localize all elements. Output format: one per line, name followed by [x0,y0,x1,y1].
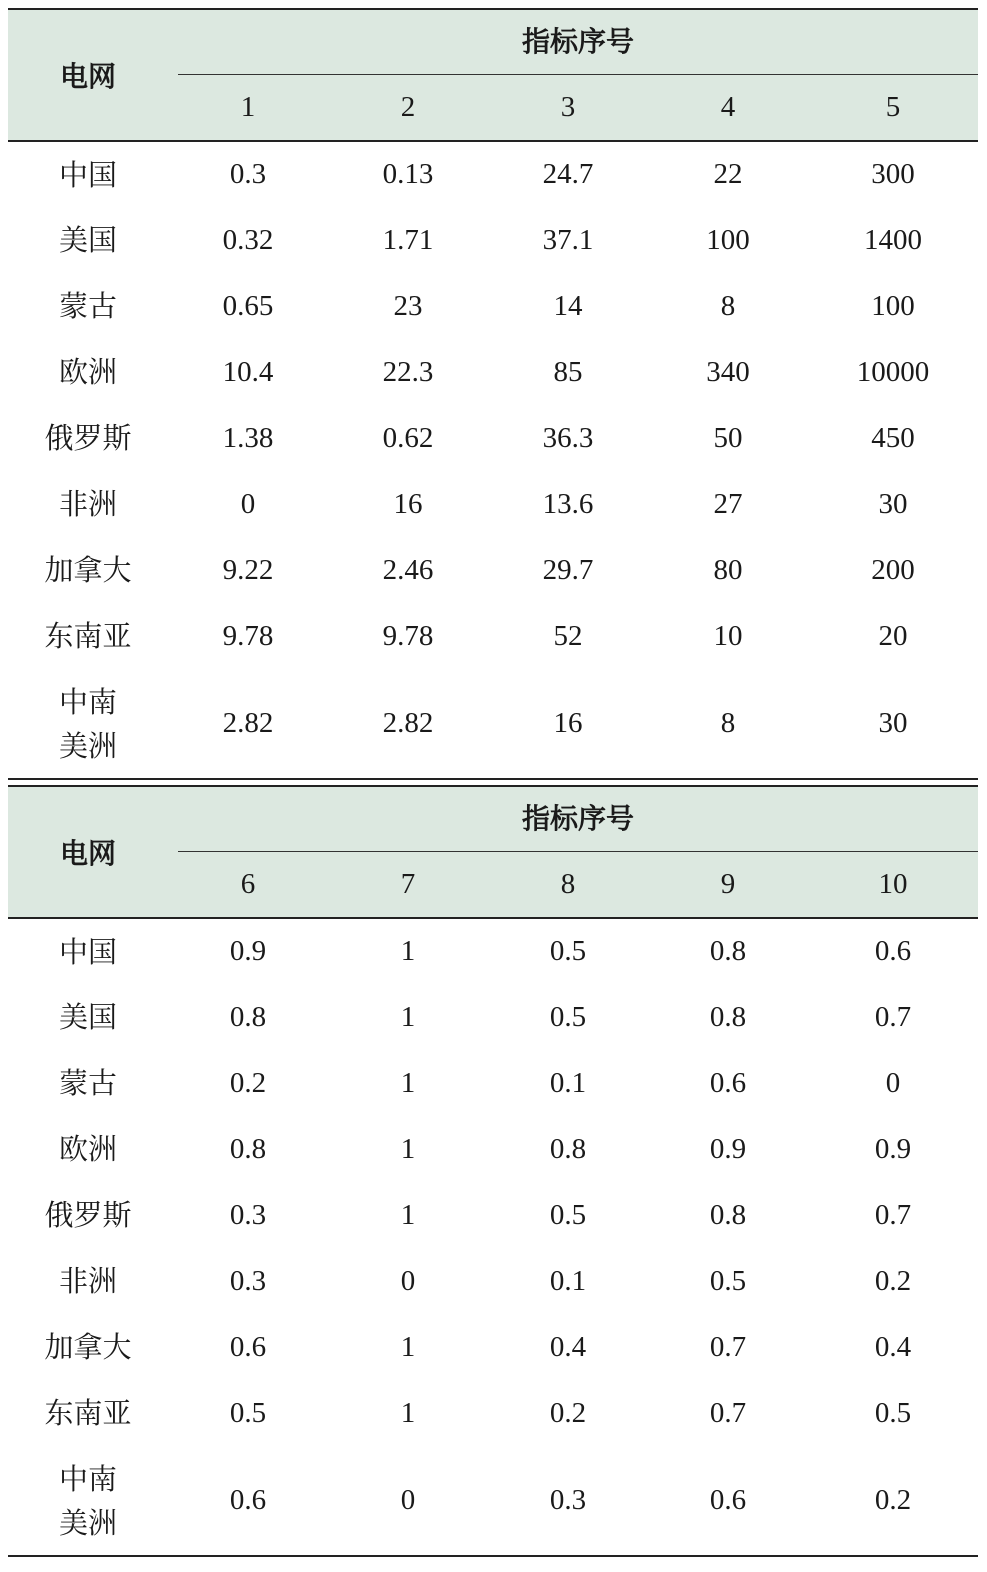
row-label-line: 中国 [58,157,117,192]
table-cell: 0.62 [382,421,434,454]
table-cell: 1.71 [382,223,434,256]
row-label-line: 欧洲 [58,355,117,389]
row-label-line: 东南亚 [44,619,132,653]
table-row [8,471,978,537]
table-cell: 0.5 [549,1198,587,1231]
table-cell: 0.8 [709,1000,747,1033]
table-cell: 0.9 [709,1132,747,1165]
column-header-7: 7 [328,852,488,918]
row-label [8,141,168,207]
table-cell: 0.7 [874,1198,912,1231]
row-label [8,1182,168,1248]
table-cell: 0.5 [874,1396,912,1429]
table-cell: 2.82 [168,669,328,779]
table-cell: 0.2 [808,1446,978,1556]
group-header-label: 指标序号 [178,10,978,75]
row-label [8,471,168,537]
table-cell: 0.6 [709,1066,747,1099]
table-cell: 0.3 [488,1446,648,1556]
table-row [8,1182,978,1248]
column-header-4: 4 [648,75,808,141]
column-header-5: 5 [808,75,978,141]
table-cell: 300 [871,158,915,190]
table-cell: 0.8 [229,1132,267,1165]
table-cell: 0.13 [382,158,434,190]
table-cell: 85 [553,355,583,388]
table-cell: 1400 [864,223,923,256]
table-row [8,918,978,984]
table-cell: 10000 [856,355,930,388]
table-cell: 24.7 [542,158,594,190]
table-cell: 30 [878,487,908,520]
table-cell: 1 [400,1198,416,1231]
table-cell: 0.32 [222,223,274,256]
table-cell: 0.9 [229,935,267,967]
table-row [8,1050,978,1116]
table-cell: 1 [400,1396,416,1429]
table-cell: 0.3 [229,158,267,190]
column-header-8: 8 [488,852,648,918]
row-label [8,207,168,273]
table-cell: 0 [885,1066,901,1099]
row-label [8,1380,168,1446]
table-row [8,141,978,207]
table-cell: 0.2 [874,1264,912,1297]
table-cell: 80 [713,553,743,586]
table-row [8,1314,978,1380]
table-cell: 16 [393,487,423,520]
table-row [8,1248,978,1314]
column-header-9: 9 [648,852,808,918]
table-cell: 23 [393,289,423,322]
table-cell: 29.7 [542,553,594,586]
table-cell: 8 [720,289,736,322]
table-cell: 1 [400,935,416,967]
table-cell: 9.78 [382,619,434,652]
table-cell: 22.3 [382,355,434,388]
row-label-line: 中南 [58,684,117,719]
table-cell: 20 [878,619,908,652]
table-cell: 22 [713,158,743,190]
table-row [8,669,978,779]
row-label [8,984,168,1050]
row-label-line: 蒙古 [58,1066,117,1100]
table-cell: 0.8 [549,1132,587,1165]
table-cell: 2.46 [382,553,434,586]
row-label [8,669,168,779]
group-header-indicator-index [168,786,978,852]
table-cell: 0.5 [549,935,587,967]
row-label-line: 蒙古 [58,289,117,323]
row-label-line: 欧洲 [58,1132,117,1166]
table-cell: 0.4 [874,1330,912,1363]
table-cell: 0 [328,1446,488,1556]
table-row [8,207,978,273]
row-label-line: 加拿大 [44,1330,132,1364]
table-cell: 50 [713,421,743,454]
table-cell: 30 [808,669,978,779]
indicator-table-2 [8,785,978,1557]
table-cell: 0 [400,1264,416,1297]
indicator-table-1 [8,8,978,780]
table-cell: 0.8 [229,1000,267,1033]
table-cell: 0.7 [874,1000,912,1033]
table-cell: 0.4 [549,1330,587,1363]
group-header-indicator-index [168,9,978,75]
table-row [8,405,978,471]
table-cell: 10 [713,619,743,652]
row-label-line: 非洲 [58,487,117,521]
table-row [8,984,978,1050]
table-cell: 0.7 [709,1396,747,1429]
row-label [8,918,168,984]
column-header-2: 2 [328,75,488,141]
row-label-line: 俄罗斯 [44,1198,132,1232]
table-cell: 450 [871,421,915,454]
table-row [8,1116,978,1182]
row-label [8,405,168,471]
row-label-line: 美洲 [58,728,117,763]
row-label [8,1248,168,1314]
row-label-line: 非洲 [58,1264,117,1298]
row-label [8,1314,168,1380]
table-cell: 1.38 [222,421,274,454]
table-cell: 0.1 [549,1264,587,1297]
table-cell: 13.6 [542,487,594,520]
table-cell: 9.22 [222,553,274,586]
table-cell: 0.1 [549,1066,587,1099]
table-cell: 14 [553,289,583,322]
table-cell: 10.4 [222,355,274,388]
table-cell: 0.6 [229,1330,267,1363]
table-cell: 200 [871,553,915,586]
header-row [8,9,978,75]
table-cell: 0.8 [709,1198,747,1231]
table-cell: 0.6 [648,1446,808,1556]
row-label-line: 美洲 [58,1505,117,1540]
table-cell: 1 [400,1330,416,1363]
table-cell: 0.6 [874,935,912,967]
row-label [8,537,168,603]
table-cell: 36.3 [542,421,594,454]
row-label-line: 中国 [58,934,117,969]
table-cell: 1 [400,1000,416,1033]
row-label [8,603,168,669]
column-header-1: 1 [168,75,328,141]
table-cell: 0.2 [229,1066,267,1099]
table-cell: 0.65 [222,289,274,322]
table-row [8,537,978,603]
table-cell: 0.7 [709,1330,747,1363]
table-cell: 100 [706,223,750,256]
row-label [8,273,168,339]
table-cell: 0.9 [874,1132,912,1165]
row-label-line: 东南亚 [44,1396,132,1430]
table-cell: 2.82 [328,669,488,779]
table-cell: 0.5 [229,1396,267,1429]
header-row [8,786,978,852]
corner-header-grid: 电网 [8,9,168,141]
table-cell: 0.8 [709,935,747,967]
row-label [8,1446,168,1556]
table-cell: 0.2 [549,1396,587,1429]
table-cell: 1 [400,1066,416,1099]
table-cell: 0.5 [549,1000,587,1033]
table-cell: 0.5 [709,1264,747,1297]
table-row [8,1446,978,1556]
table-cell: 16 [488,669,648,779]
group-header-label: 指标序号 [178,787,978,852]
table-cell: 27 [713,487,743,520]
table-cell: 37.1 [542,223,594,256]
row-label-line: 美国 [58,1000,117,1034]
row-label-line: 俄罗斯 [44,421,132,455]
table-row [8,1380,978,1446]
table-row [8,273,978,339]
table-cell: 340 [706,355,750,388]
table-row [8,603,978,669]
row-label-line: 加拿大 [44,553,132,587]
row-label-line: 美国 [58,223,117,257]
table-row [8,339,978,405]
column-header-10: 10 [808,852,978,918]
table-cell: 52 [553,619,583,652]
row-label [8,1116,168,1182]
table-cell: 0.3 [229,1198,267,1231]
corner-header-grid: 电网 [8,786,168,918]
row-label [8,1050,168,1116]
table-cell: 100 [871,289,915,322]
table-cell: 0 [240,487,256,520]
column-header-6: 6 [168,852,328,918]
table-cell: 0.6 [168,1446,328,1556]
row-label-line: 中南 [58,1461,117,1496]
row-label [8,339,168,405]
table-cell: 0.3 [229,1264,267,1297]
table-cell: 9.78 [222,619,274,652]
column-header-3: 3 [488,75,648,141]
table-cell: 1 [400,1132,416,1165]
table-cell: 8 [648,669,808,779]
